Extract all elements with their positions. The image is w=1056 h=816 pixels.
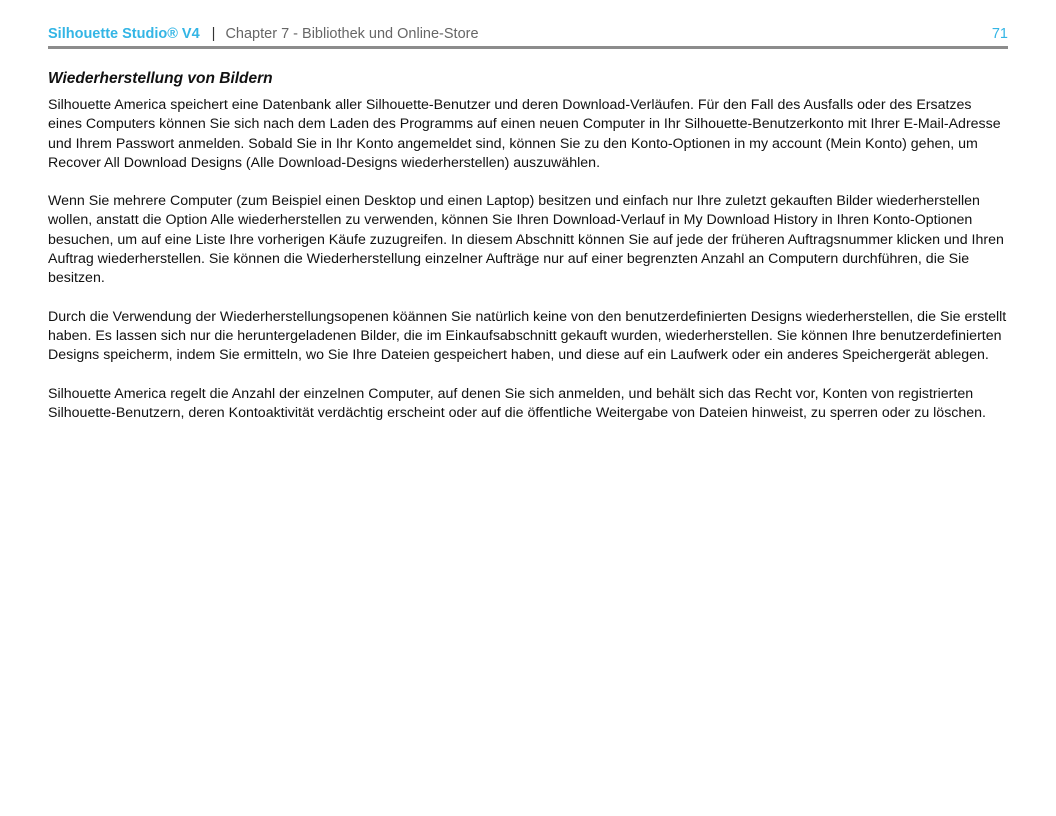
page-content — [48, 68, 1008, 442]
paragraph-2: Wenn Sie mehrere Computer (zum Beispiel einen Desktop und einen Laptop) besitzen und einfach nur Ihre zuletzt gekauften Bilder wiederherstellen wollen, anstatt die Option Alle wiederherstellen zu verwenden, können Sie Ihren Download-Verlauf in My Download History in Ihren Konto-Optionen besuchen, um auf eine Liste Ihre vorherigen Käufe zuzugreifen. In diesem Abschnitt können Sie auf jede der früheren Auftragsnummer klicken und Ihren Auftrag wiederherstellen. Sie können die Wiederherstellung einzelner Aufträge nur auf einer begrenzten Anzahl an Computern durchführen, die Sie besitzen. — [48, 193, 1004, 287]
section-title: Wiederherstellung von Bildern — [48, 70, 273, 87]
page-number: 71 — [991, 26, 1008, 42]
header-divider — [48, 46, 1008, 49]
paragraph-1: Silhouette America speichert eine Datenbank aller Silhouette-Benutzer und deren Download-Verläufen. Für den Fall des Ausfalls oder des Ersatzes eines Computers können Sie sich nach dem Laden des Programms auf einen neuen Computer in Ihr Silhouette-Benutzerkonto mit Ihrer E-Mail-Adresse und Ihrem Passwort anmelden. Sobald Sie in Ihr Konto angemeldet sind, können Sie zu den Konto-Optionen in my account (Mein Konto) gehen, um Recover All Download Designs (Alle Download-Designs wiederherstellen) auszuwählen. — [48, 97, 1001, 171]
brand-title: Silhouette Studio® V4 — [48, 26, 200, 42]
chapter-title: Chapter 7 - Bibliothek und Online-Store — [225, 26, 479, 42]
paragraph-4: Silhouette America regelt die Anzahl der einzelnen Computer, auf denen Sie sich anmelden, und behält sich das Recht vor, Konten von registrierten Silhouette-Benutzern, deren Kontoaktivität verdächtig erscheint oder auf die öffentliche Weitergabe von Dateien hinweist, zu sperren oder zu löschen. — [48, 385, 986, 421]
document-page — [48, 0, 1008, 816]
paragraph-3: Durch die Verwendung der Wiederherstellungsopenen köännen Sie natürlich keine von den benutzerdefinierten Designs wiederherstellen, die Sie erstellt haben. Es lassen sich nur die heruntergeladenen Bilder, die im Einkaufsabschnitt gekauft wurden, wiederherstellen. Sie können Ihre benutzerdefinierten Designs speicherm, indem Sie ermitteln, wo Sie Ihre Dateien gespeichert haben, und diese auf ein Laufwerk oder ein anderes Speichergerät ablegen. — [48, 308, 1007, 364]
header-separator: | — [211, 26, 216, 42]
page-header — [48, 24, 1008, 44]
